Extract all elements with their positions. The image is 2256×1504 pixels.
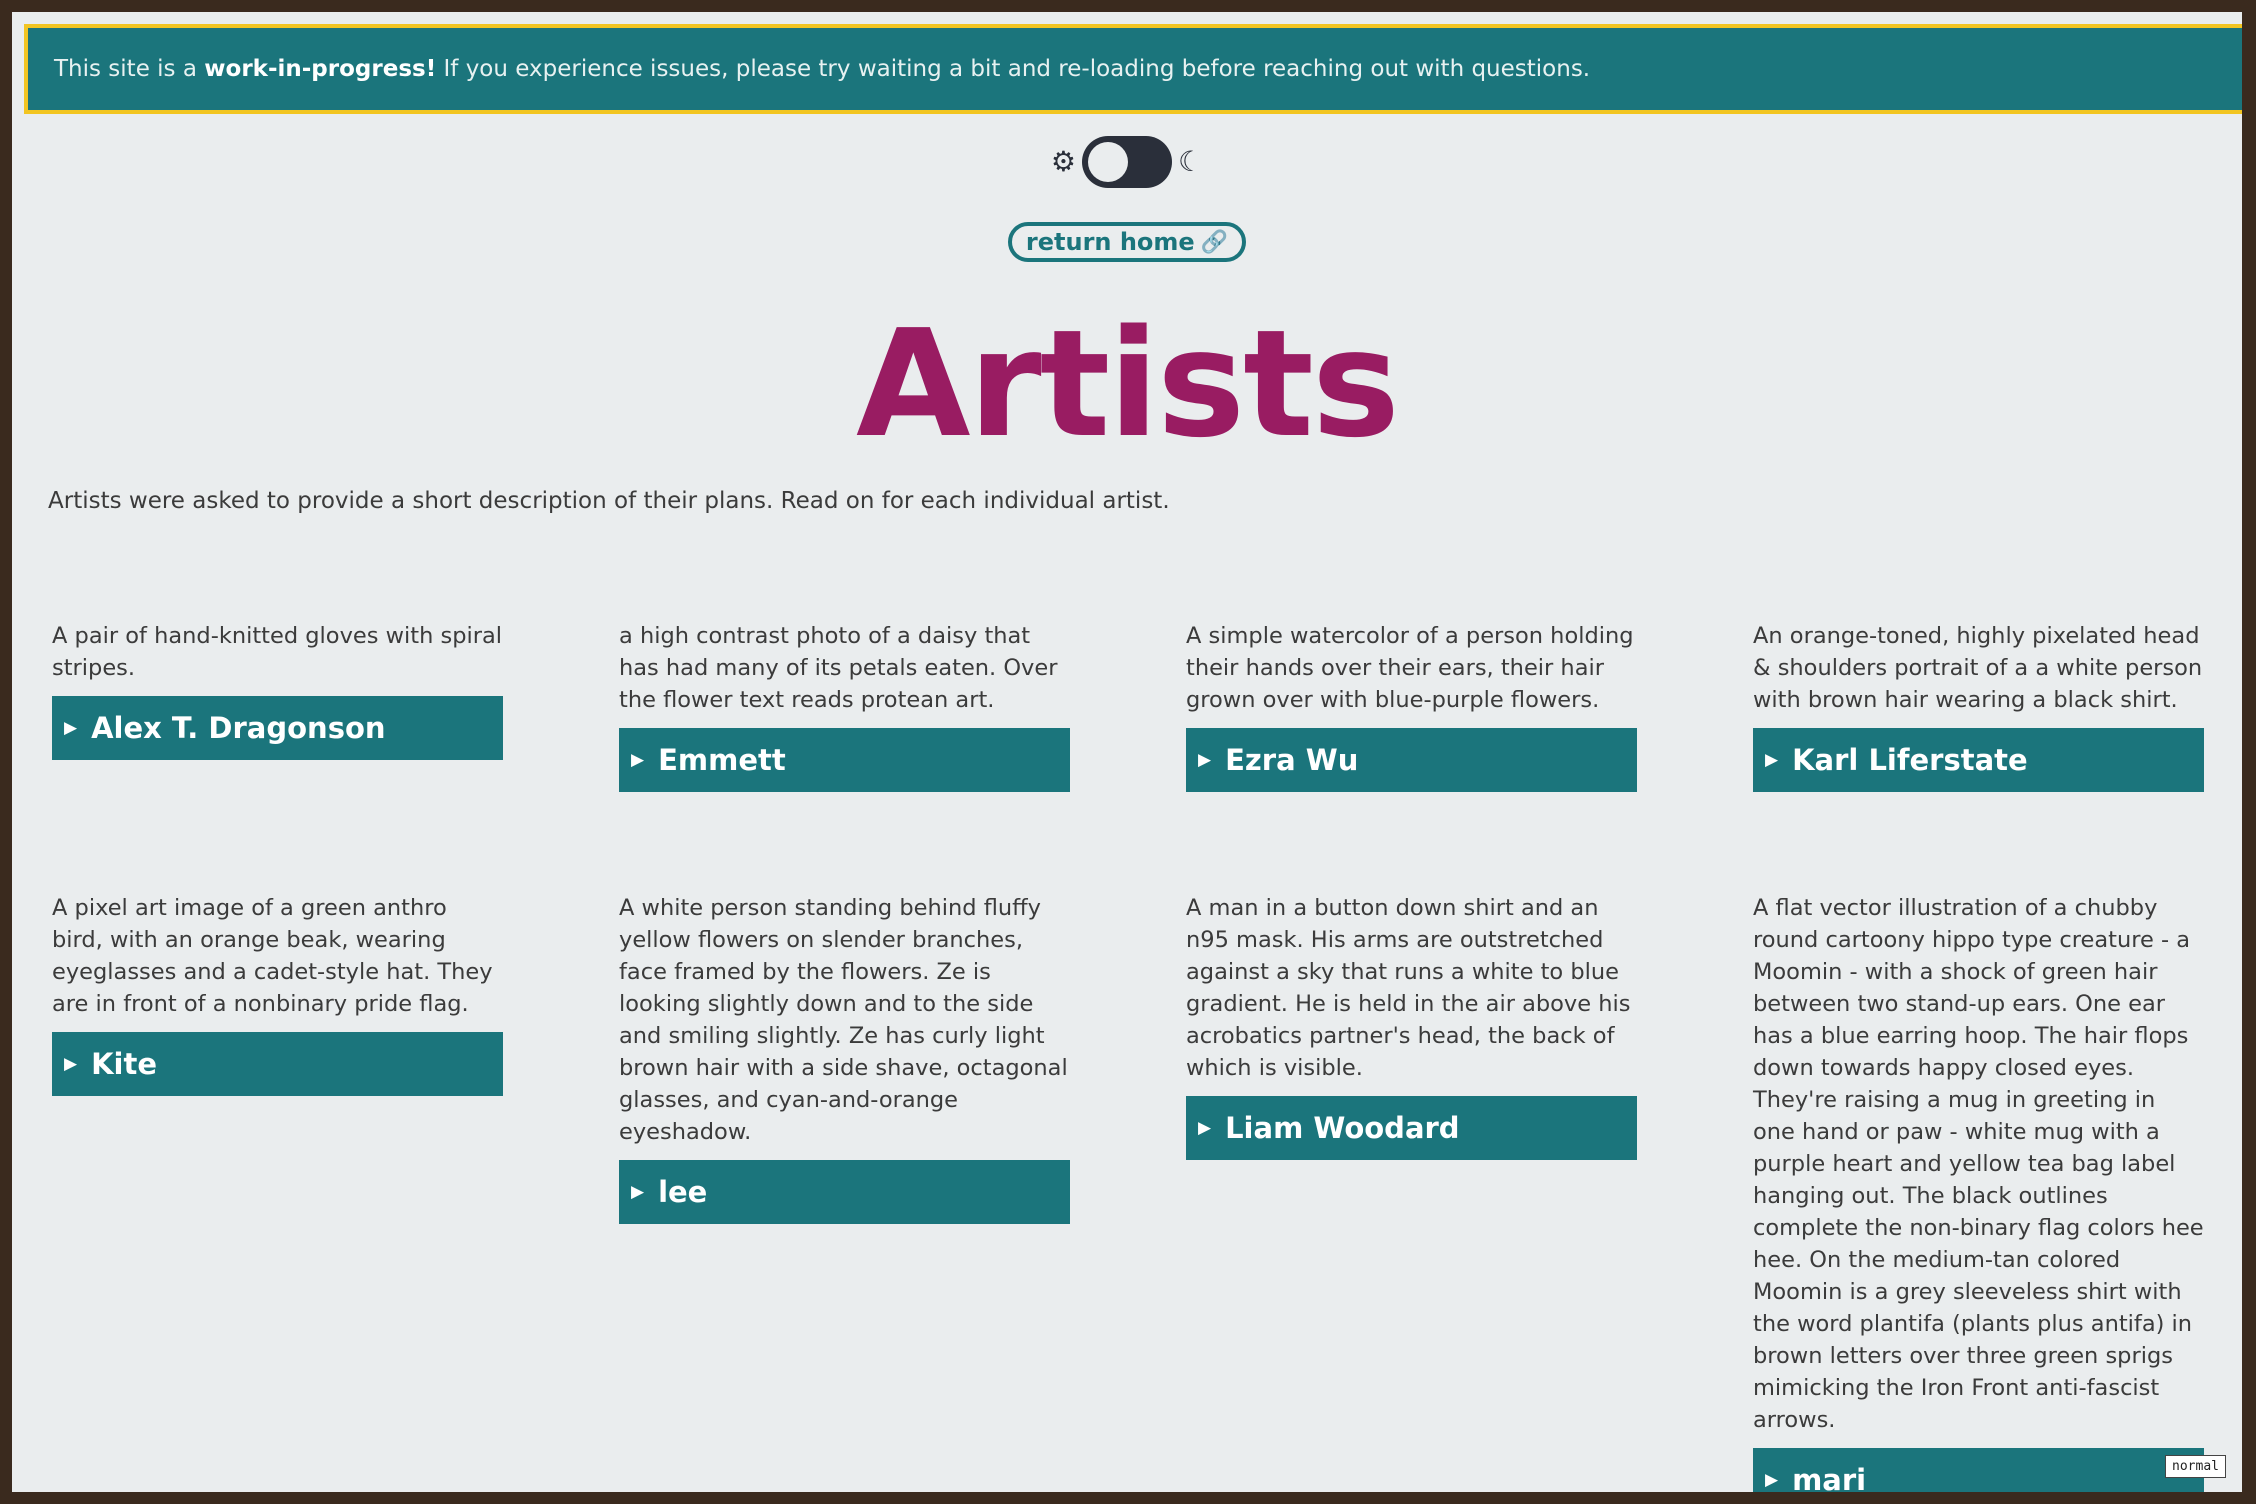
theme-toggle-row [12,136,2242,188]
triangle-right-icon: ▶ [64,718,78,738]
artist-name: Kite [91,1047,158,1081]
artist-description: A man in a button down shirt and an n95 mask. His arms are outstretched against a sky that runs a white to blue gradient. He is held in the air above his acrobatics partner's head, the back of which is visible. [1186,895,1631,1081]
triangle-right-icon: ▶ [1198,1118,1212,1138]
banner-prefix: This site is a [54,56,205,82]
artist-toggle-button[interactable] [1753,728,2204,792]
banner-bold: work-in-progress! [204,56,437,82]
return-home-link[interactable] [1008,222,1246,262]
sun-icon: ⚙ [1050,145,1076,178]
artist-description: A pair of hand-knitted gloves with spiral stripes. [52,623,503,681]
artist-name: Karl Liferstate [1792,743,2028,777]
triangle-right-icon: ▶ [64,1054,78,1074]
artist-name: lee [658,1175,708,1209]
artist-grid [52,620,2232,1492]
artist-card [1753,892,2204,1492]
artist-toggle-button[interactable] [1186,1096,1637,1160]
artist-toggle-button[interactable] [619,728,1070,792]
link-icon: 🔗 [1200,229,1229,255]
artist-name: Alex T. Dragonson [91,711,386,745]
triangle-right-icon: ▶ [631,750,645,770]
artist-description: A flat vector illustration of a chubby round cartoony hippo type creature - a Moomin - with a shock of green hair between two stand-up ears. One ear has a blue earring hoop. The hair flops down towards happy closed eyes. They're raising a mug in greeting in one hand or paw - white mug with a purple heart and yellow tea bag label hanging out. The black outlines complete the non-binary flag colors hee hee. On the medium-tan colored Moomin is a grey sleeveless shirt with the word plantifa (plants plus antifa) in brown letters over three green sprigs mimicking the Iron Front anti-fascist arrows. [1753,895,2204,1433]
triangle-right-icon: ▶ [631,1182,645,1202]
theme-toggle-switch[interactable] [1082,136,1172,188]
banner-suffix: If you experience issues, please try waiting a bit and re-loading before reaching out with questions. [436,56,1591,82]
artist-description: A white person standing behind fluffy yellow flowers on slender branches, face framed by the flowers. Ze is looking slightly down and to the side and smiling slightly. Ze has curly light brown hair with a side shave, octagonal glasses, and cyan-and-orange eyeshadow. [619,895,1068,1145]
mode-badge: normal [2165,1455,2226,1478]
artist-toggle-button[interactable] [1186,728,1637,792]
artist-name: mari [1792,1463,1867,1492]
artist-description: a high contrast photo of a daisy that has had many of its petals eaten. Over the flower text reads protean art. [619,623,1058,713]
moon-icon: ☾ [1178,145,1204,178]
home-link-wrap [12,222,2242,262]
artist-toggle-button[interactable] [52,1032,503,1096]
artist-card [52,892,503,1096]
return-home-label: return home [1025,228,1195,256]
artist-description: A simple watercolor of a person holding their hands over their ears, their hair grown over with blue-purple flowers. [1186,623,1634,713]
artist-card [619,892,1070,1224]
artist-description: A pixel art image of a green anthro bird, with an orange beak, wearing eyeglasses and a cadet-style hat. They are in front of a nonbinary pride flag. [52,895,493,1017]
page-frame [12,12,2242,1492]
wip-banner [24,24,2242,114]
artist-card [1186,620,1637,792]
artist-toggle-button[interactable] [1753,1448,2204,1492]
intro-text: Artists were asked to provide a short description of their plans. Read on for each individual artist. [48,488,1170,514]
artist-toggle-button[interactable] [52,696,503,760]
artist-toggle-button[interactable] [619,1160,1070,1224]
artist-card [1753,620,2204,792]
toggle-knob [1088,142,1128,182]
triangle-right-icon: ▶ [1765,1470,1779,1490]
artist-name: Ezra Wu [1225,743,1359,777]
triangle-right-icon: ▶ [1198,750,1212,770]
artist-name: Emmett [658,743,786,777]
artist-card [619,620,1070,792]
artist-name: Liam Woodard [1225,1111,1460,1145]
triangle-right-icon: ▶ [1765,750,1779,770]
artist-card [1186,892,1637,1160]
artist-card [52,620,503,760]
page-title: Artists [856,298,1398,470]
artist-description: An orange-toned, highly pixelated head & shoulders portrait of a a white person with brown hair wearing a black shirt. [1753,623,2203,713]
